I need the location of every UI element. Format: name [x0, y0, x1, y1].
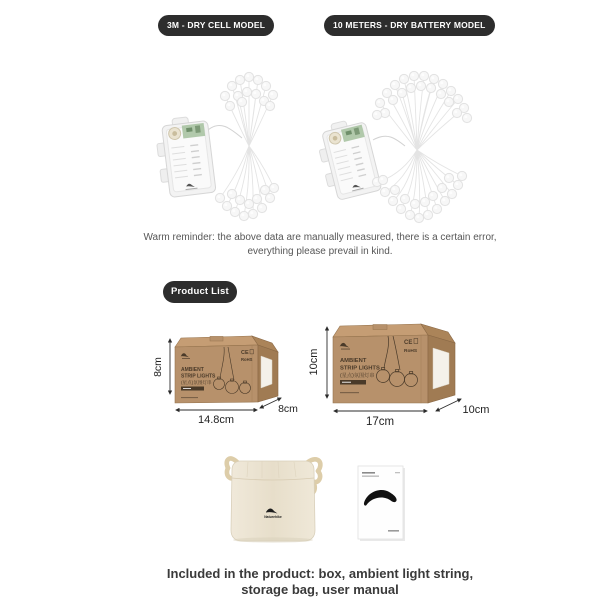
box-large-illustration: [300, 310, 500, 428]
photo-string-lights-10m: [315, 68, 485, 228]
bag-body: [231, 461, 315, 541]
box-large-depth-label: 10cm: [462, 404, 490, 416]
power-wire: [208, 125, 242, 138]
rohs-mark: RoHS: [241, 357, 253, 362]
badge-product-list: Product List: [163, 281, 237, 303]
storage-bag: [222, 448, 324, 548]
box-title-2: STRIP LIGHTS: [340, 365, 380, 372]
warning-line-2: everything please prevail in kind.: [247, 246, 393, 257]
manual-footer-line: [388, 530, 399, 532]
box-large-height-label: 10cm: [308, 348, 320, 376]
box-small-depth-label: 8cm: [278, 403, 298, 415]
included-line-1: Included in the product: box, ambient light string,: [166, 566, 474, 581]
carton-small: [175, 336, 278, 403]
box-title-cn: (星点)氛围灯串: [340, 373, 375, 379]
box-small-width-label: 14.8cm: [197, 414, 235, 426]
ce-mark: CE: [241, 350, 249, 356]
box-small-height-label: 8cm: [152, 357, 164, 377]
box-title-cn: (星点)氛围灯串: [181, 380, 212, 385]
box-large-width-label: 17cm: [365, 416, 395, 428]
included-line-2: storage bag, user manual: [241, 582, 399, 597]
box-title-1: AMBIENT: [340, 358, 367, 364]
box-title-2: STRIP LIGHTS: [181, 373, 216, 380]
photo-string-lights-3m: [150, 68, 295, 228]
included-note: [40, 566, 600, 598]
side-label: [433, 348, 449, 389]
box-title-1: AMBIENT: [181, 367, 204, 373]
bag-brand-text: Naturehike: [264, 515, 282, 519]
bag-shadow: [233, 537, 313, 542]
user-manual: [357, 465, 407, 543]
battery-box: [315, 116, 382, 202]
box-small-illustration: [148, 328, 308, 428]
battery-box: [154, 115, 216, 199]
badge-3m-model: 3M - DRY CELL MODEL: [158, 15, 274, 36]
badge-10m-model: 10 METERS - DRY BATTERY MODEL: [324, 15, 495, 36]
side-label: [261, 356, 272, 388]
carton-large: [333, 324, 455, 403]
warning-line-1: Warm reminder: the above data are manually measured, there is a certain error,: [143, 232, 497, 243]
rohs-mark: RoHS: [404, 349, 418, 354]
warning-note: [40, 231, 600, 259]
power-wire: [373, 136, 405, 146]
ce-mark: CE: [404, 340, 413, 346]
